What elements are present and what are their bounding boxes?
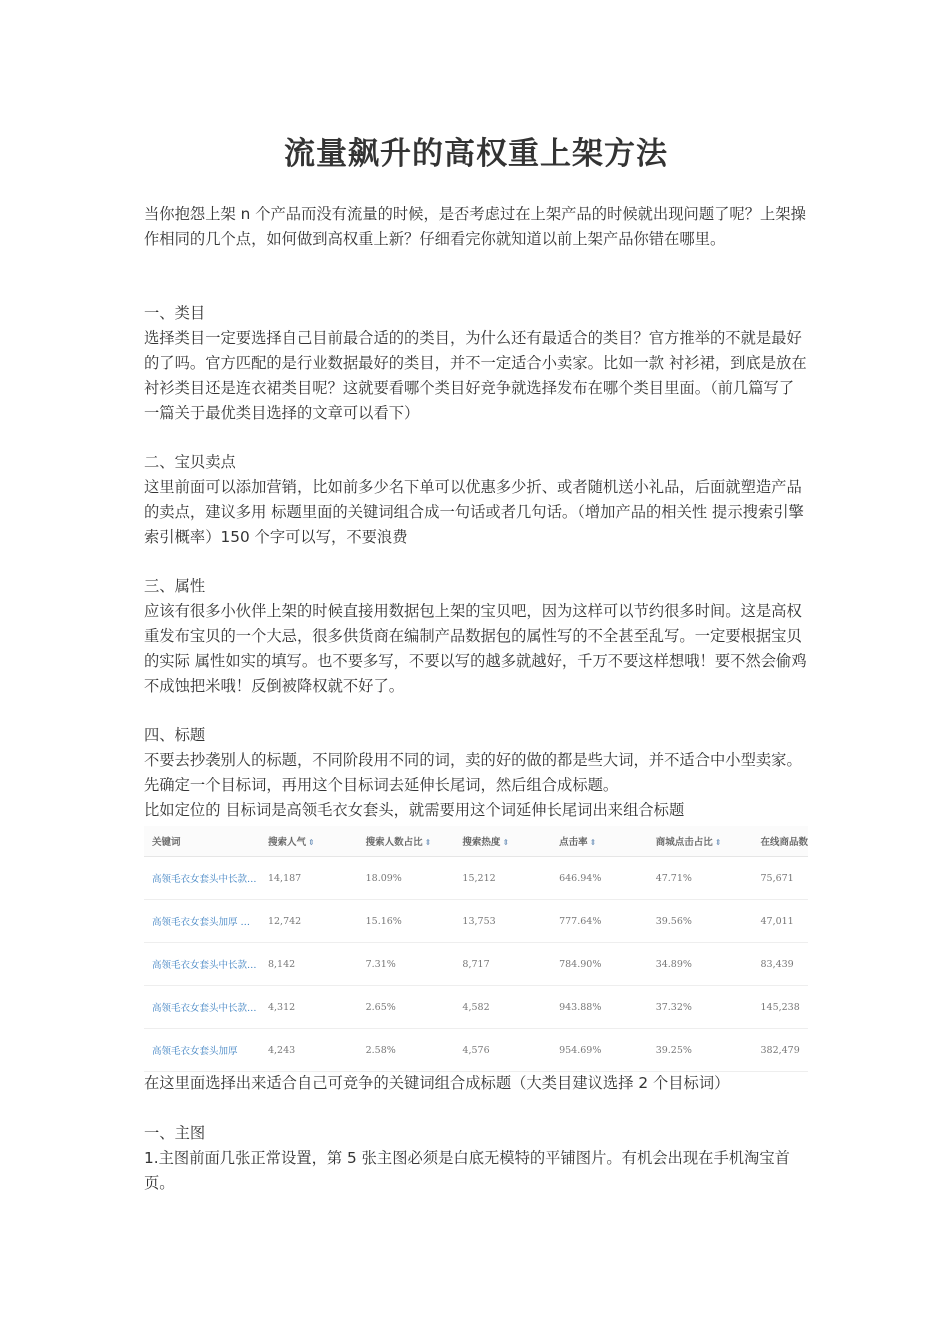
section-heading-selling-point: 二、宝贝卖点 bbox=[144, 453, 236, 471]
sort-icon[interactable]: ⇕ bbox=[424, 837, 432, 847]
section-heading-attributes: 三、属性 bbox=[144, 577, 206, 595]
keyword-link[interactable]: 高领毛衣女套头中长款… bbox=[144, 986, 260, 1029]
intro-paragraph: 当你抱怨上架 n 个产品而没有流量的时候，是否考虑过在上架产品的时候就出现问题了呢？上架操作相同的几个点，如何做到高权重上新？仔细看完你就知道以前上架产品你错在哪里。 bbox=[144, 205, 806, 248]
column-header-search-heat[interactable]: 搜索热度 ⇕ bbox=[454, 826, 551, 857]
table-cell: 4,243 bbox=[260, 1029, 358, 1072]
table-cell: 4,312 bbox=[260, 986, 358, 1029]
column-header-search-share[interactable]: 搜索人数占比 ⇕ bbox=[358, 826, 455, 857]
section-body-main-image: 1.主图前面几张正常设置，第 5 张主图必须是白底无模特的平铺图片。有机会出现在手机淘宝首页。 bbox=[144, 1149, 790, 1192]
section-body-title-example: 比如定位的 目标词是高领毛衣女套头，就需要用这个词延伸长尾词出来组合标题 bbox=[144, 801, 685, 819]
sort-icon[interactable]: ⇕ bbox=[589, 837, 597, 847]
table-cell: 12,742 bbox=[260, 900, 358, 943]
section-body-title: 不要去抄袭别人的标题，不同阶段用不同的词，卖的好的做的都是些大词，并不适合中小型卖家。先确定一个目标词，再用这个目标词去延伸长尾词，然后组合成标题。 bbox=[144, 751, 802, 794]
table-cell: 7.31% bbox=[358, 943, 455, 986]
table-cell: 943.88% bbox=[551, 986, 648, 1029]
column-header-keyword: 关键词 bbox=[144, 826, 260, 857]
table-cell: 37.32% bbox=[648, 986, 753, 1029]
table-cell: 39.56% bbox=[648, 900, 753, 943]
column-header-search-popularity[interactable]: 搜索人气 ⇕ bbox=[260, 826, 358, 857]
table-cell: 646.94% bbox=[551, 857, 648, 900]
table-row bbox=[144, 943, 808, 986]
table-cell: 34.89% bbox=[648, 943, 753, 986]
document-title: 流量飙升的高权重上架方法 bbox=[284, 136, 668, 172]
sort-icon[interactable]: ⇕ bbox=[502, 837, 510, 847]
table-row bbox=[144, 986, 808, 1029]
table-cell: 8,142 bbox=[260, 943, 358, 986]
section-heading-category: 一、类目 bbox=[144, 304, 206, 322]
table-cell: 83,439 bbox=[752, 943, 808, 986]
keyword-table bbox=[144, 826, 808, 1072]
table-cell: 777.64% bbox=[551, 900, 648, 943]
table-cell: 8,717 bbox=[454, 943, 551, 986]
table-cell: 47.71% bbox=[648, 857, 753, 900]
sort-icon[interactable]: ⇕ bbox=[714, 837, 722, 847]
keyword-link[interactable]: 高领毛衣女套头加厚 … bbox=[144, 900, 260, 943]
table-cell: 4,582 bbox=[454, 986, 551, 1029]
section-body-category: 选择类目一定要选择自己目前最合适的的类目，为什么还有最适合的类目？官方推举的不就是最好的了吗。官方匹配的是行业数据最好的类目，并不一定适合小卖家。比如一款 衬衫裙，到底是放在衬衫类目还是连衣裙类目呢？这就要看哪个类目好竞争就选择发布在哪个类目里面。（前几篇写了一篇关于最优类目选择的文章可以看下） bbox=[144, 329, 807, 422]
table-cell: 14,187 bbox=[260, 857, 358, 900]
table-cell: 2.58% bbox=[358, 1029, 455, 1072]
table-header-row bbox=[144, 826, 808, 857]
table-row bbox=[144, 900, 808, 943]
table-cell: 47,011 bbox=[752, 900, 808, 943]
table-cell: 4,576 bbox=[454, 1029, 551, 1072]
section-body-attributes: 应该有很多小伙伴上架的时候直接用数据包上架的宝贝吧，因为这样可以节约很多时间。这是高权重发布宝贝的一个大忌，很多供货商在编制产品数据包的属性写的不全甚至乱写。一定要根据宝贝的实际 属性如实的填写。也不要多写，不要以写的越多就越好，千万不要这样想哦！要不然会偷鸡不成蚀把米哦！反倒被降权就不好了。 bbox=[144, 602, 807, 695]
after-table-paragraph: 在这里面选择出来适合自己可竞争的关键词组合成标题（大类目建议选择 2 个目标词） bbox=[144, 1074, 730, 1092]
table-cell: 954.69% bbox=[551, 1029, 648, 1072]
section-heading-title: 四、标题 bbox=[144, 726, 206, 744]
table-cell: 145,238 bbox=[752, 986, 808, 1029]
table-cell: 15,212 bbox=[454, 857, 551, 900]
keyword-link[interactable]: 高领毛衣女套头中长款… bbox=[144, 943, 260, 986]
column-header-click-rate[interactable]: 点击率 ⇕ bbox=[551, 826, 648, 857]
keyword-link[interactable]: 高领毛衣女套头加厚 bbox=[144, 1029, 260, 1072]
sort-icon[interactable]: ⇕ bbox=[307, 837, 315, 847]
table-cell: 39.25% bbox=[648, 1029, 753, 1072]
table-cell: 784.90% bbox=[551, 943, 648, 986]
table-cell: 382,479 bbox=[752, 1029, 808, 1072]
table-cell: 15.16% bbox=[358, 900, 455, 943]
section-heading-main-image: 一、主图 bbox=[144, 1124, 206, 1142]
keyword-link[interactable]: 高领毛衣女套头中长款… bbox=[144, 857, 260, 900]
table-cell: 2.65% bbox=[358, 986, 455, 1029]
table-row bbox=[144, 857, 808, 900]
table-cell: 13,753 bbox=[454, 900, 551, 943]
column-header-mall-click-share[interactable]: 商城点击占比 ⇕ bbox=[648, 826, 753, 857]
section-body-selling-point: 这里前面可以添加营销，比如前多少名下单可以优惠多少折、或者随机送小礼品，后面就塑造产品的卖点，建议多用 标题里面的关键词组合成一句话或者几句话。（增加产品的相关性 提示搜索引擎索引概率）150 个字可以写，不要浪费 bbox=[144, 478, 804, 546]
table-cell: 18.09% bbox=[358, 857, 455, 900]
table-row bbox=[144, 1029, 808, 1072]
column-header-online-items: 在线商品数 bbox=[752, 826, 808, 857]
table-cell: 75,671 bbox=[752, 857, 808, 900]
